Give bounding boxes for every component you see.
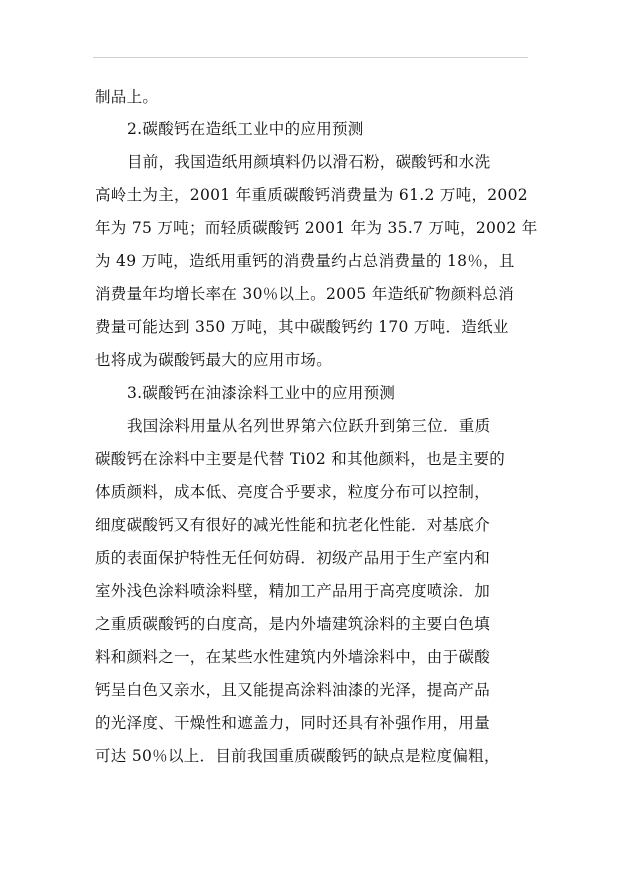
section-heading: 3.碳酸钙在油漆涂料工业中的应用预测 (127, 384, 396, 402)
text-line: 细度碳酸钙又有很好的减光性能和抗老化性能．对基底介 (95, 516, 491, 534)
text-line: 质的表面保护特性无任何妨碍．初级产品用于生产室内和 (95, 549, 491, 567)
text-line: 消费量年均增长率在 30％以上。2005 年造纸矿物颜料总消 (95, 285, 515, 303)
text-line: 年为 75 万吨；而轻质碳酸钙 2001 年为 35.7 万吨，2002 年 (95, 219, 538, 237)
text-line: 体质颜料，成本低、亮度合乎要求，粒度分布可以控制， (95, 483, 491, 501)
paragraph-first-line: 目前，我国造纸用颜填料仍以滑石粉，碳酸钙和水洗 (127, 153, 491, 171)
text-line: 碳酸钙在涂料中主要是代替 Ti02 和其他颜料，也是主要的 (95, 450, 506, 468)
text-line: 的光泽度、干燥性和遮盖力，同时还具有补强作用，用量 (95, 714, 491, 732)
text-line: 费量可能达到 350 万吨，其中碳酸钙约 170 万吨．造纸业 (95, 318, 509, 336)
text-line: 高岭土为主，2001 年重质碳酸钙消费量为 61.2 万吨，2002 (95, 186, 528, 204)
header-rule (93, 57, 528, 58)
section-heading: 2.碳酸钙在造纸工业中的应用预测 (127, 120, 364, 138)
text-line: 之重质碳酸钙的白度高，是内外墙建筑涂料的主要白色填 (95, 615, 491, 633)
paragraph-first-line: 我国涂料用量从名列世界第六位跃升到第三位．重质 (127, 417, 491, 435)
text-line: 为 49 万吨，造纸用重钙的消费量约占总消费量的 18％，且 (95, 252, 515, 270)
text-line: 也将成为碳酸钙最大的应用市场。 (95, 351, 333, 369)
text-line: 钙呈白色又亲水，且又能提高涂料油漆的光泽，提高产品 (95, 681, 491, 699)
text-line: 料和颜料之一，在某些水性建筑内外墙涂料中，由于碳酸 (95, 648, 491, 666)
text-line: 可达 50％以上．目前我国重质碳酸钙的缺点是粒度偏粗， (95, 747, 500, 765)
text-line: 室外浅色涂料喷涂料壁，精加工产品用于高亮度喷涂．加 (95, 582, 491, 600)
text-line: 制品上。 (95, 88, 159, 106)
